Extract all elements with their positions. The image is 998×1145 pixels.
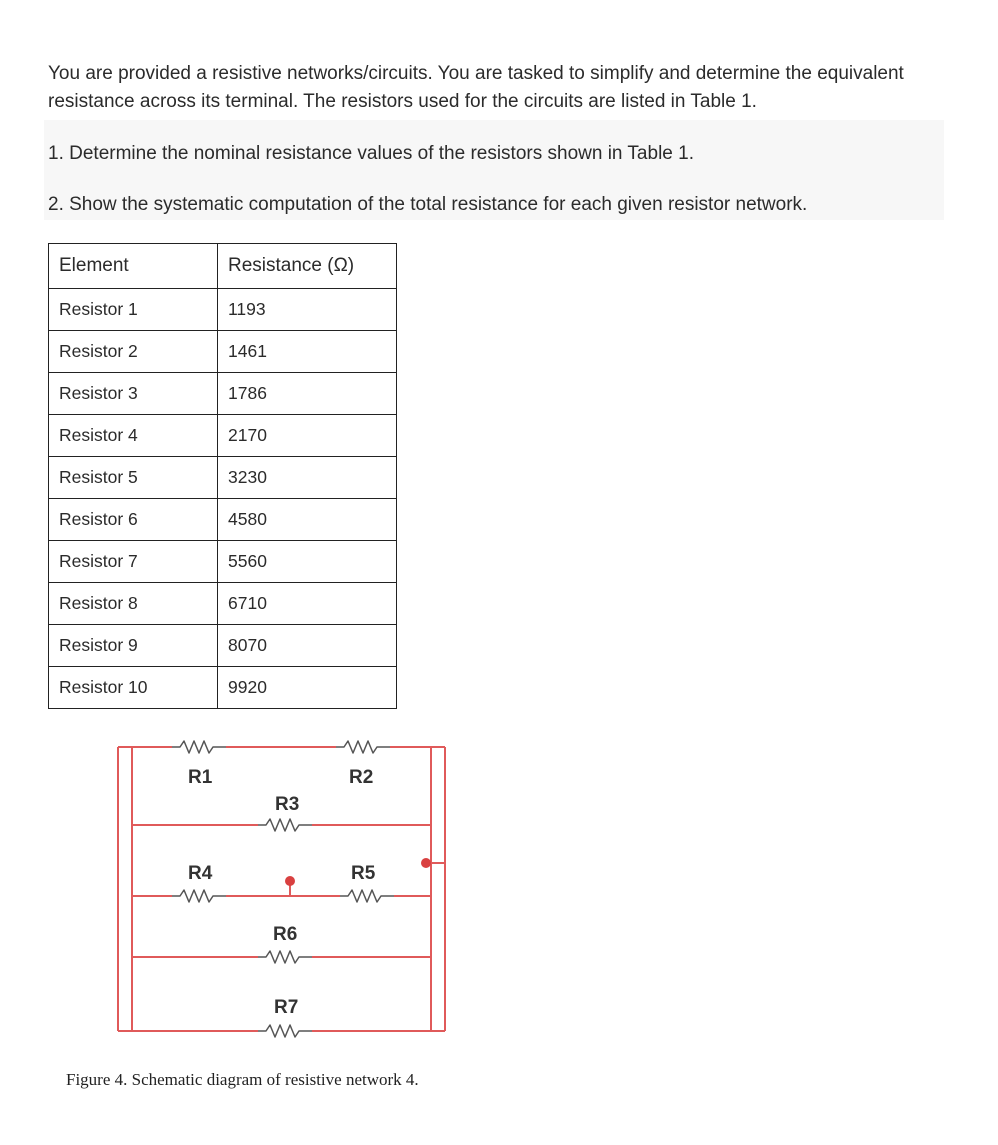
label-r1: R1 <box>188 767 213 788</box>
table-row <box>49 583 397 625</box>
table-row <box>49 541 397 583</box>
intro-paragraph: You are provided a resistive networks/circuits. You are tasked to simplify and determine the equivalent resistance across its terminal. The resistors used for the circuits are listed in Table 1. <box>48 63 904 112</box>
resistance-cell: 4580 <box>218 499 397 541</box>
resistance-cell: 1193 <box>218 289 397 331</box>
resistor-r3 <box>258 819 312 831</box>
resistance-table <box>48 243 397 709</box>
resistance-cell: 8070 <box>218 625 397 667</box>
resistance-cell: 3230 <box>218 457 397 499</box>
label-r7: R7 <box>274 997 299 1018</box>
resistance-cell: 2170 <box>218 415 397 457</box>
resistor-r4 <box>172 890 226 902</box>
table-row <box>49 625 397 667</box>
element-cell: Resistor 4 <box>49 415 218 457</box>
resistor-r6 <box>258 951 312 963</box>
circuit-schematic <box>100 735 470 1045</box>
terminal-dot <box>421 858 431 868</box>
header-resistance: Resistance (Ω) <box>218 244 397 289</box>
node-dot <box>285 876 295 886</box>
resistance-cell: 6710 <box>218 583 397 625</box>
table-row <box>49 373 397 415</box>
header-element: Element <box>49 244 218 289</box>
task-1: 1. Determine the nominal resistance values of the resistors shown in Table 1. <box>48 143 694 164</box>
resistor-r1 <box>172 741 226 753</box>
resistor-r2 <box>336 741 390 753</box>
table-header-row <box>49 244 397 289</box>
table-row <box>49 331 397 373</box>
label-r6: R6 <box>273 924 298 945</box>
table-row <box>49 667 397 709</box>
element-cell: Resistor 2 <box>49 331 218 373</box>
table-row <box>49 499 397 541</box>
element-cell: Resistor 5 <box>49 457 218 499</box>
table-row <box>49 457 397 499</box>
resistance-cell: 1461 <box>218 331 397 373</box>
figure-caption: Figure 4. Schematic diagram of resistive network 4. <box>66 1070 419 1089</box>
element-cell: Resistor 8 <box>49 583 218 625</box>
table-row <box>49 415 397 457</box>
element-cell: Resistor 3 <box>49 373 218 415</box>
resistance-cell: 5560 <box>218 541 397 583</box>
element-cell: Resistor 9 <box>49 625 218 667</box>
element-cell: Resistor 10 <box>49 667 218 709</box>
resistance-cell: 9920 <box>218 667 397 709</box>
table-row <box>49 289 397 331</box>
element-cell: Resistor 1 <box>49 289 218 331</box>
element-cell: Resistor 6 <box>49 499 218 541</box>
label-r2: R2 <box>349 767 374 788</box>
resistor-r7 <box>258 1025 312 1037</box>
label-r3: R3 <box>275 794 300 815</box>
task-2: 2. Show the systematic computation of the total resistance for each given resistor network. <box>48 194 808 215</box>
label-r5: R5 <box>351 863 376 884</box>
resistor-r5 <box>340 890 394 902</box>
resistance-cell: 1786 <box>218 373 397 415</box>
task-list <box>44 120 944 220</box>
label-r4: R4 <box>188 863 213 884</box>
element-cell: Resistor 7 <box>49 541 218 583</box>
